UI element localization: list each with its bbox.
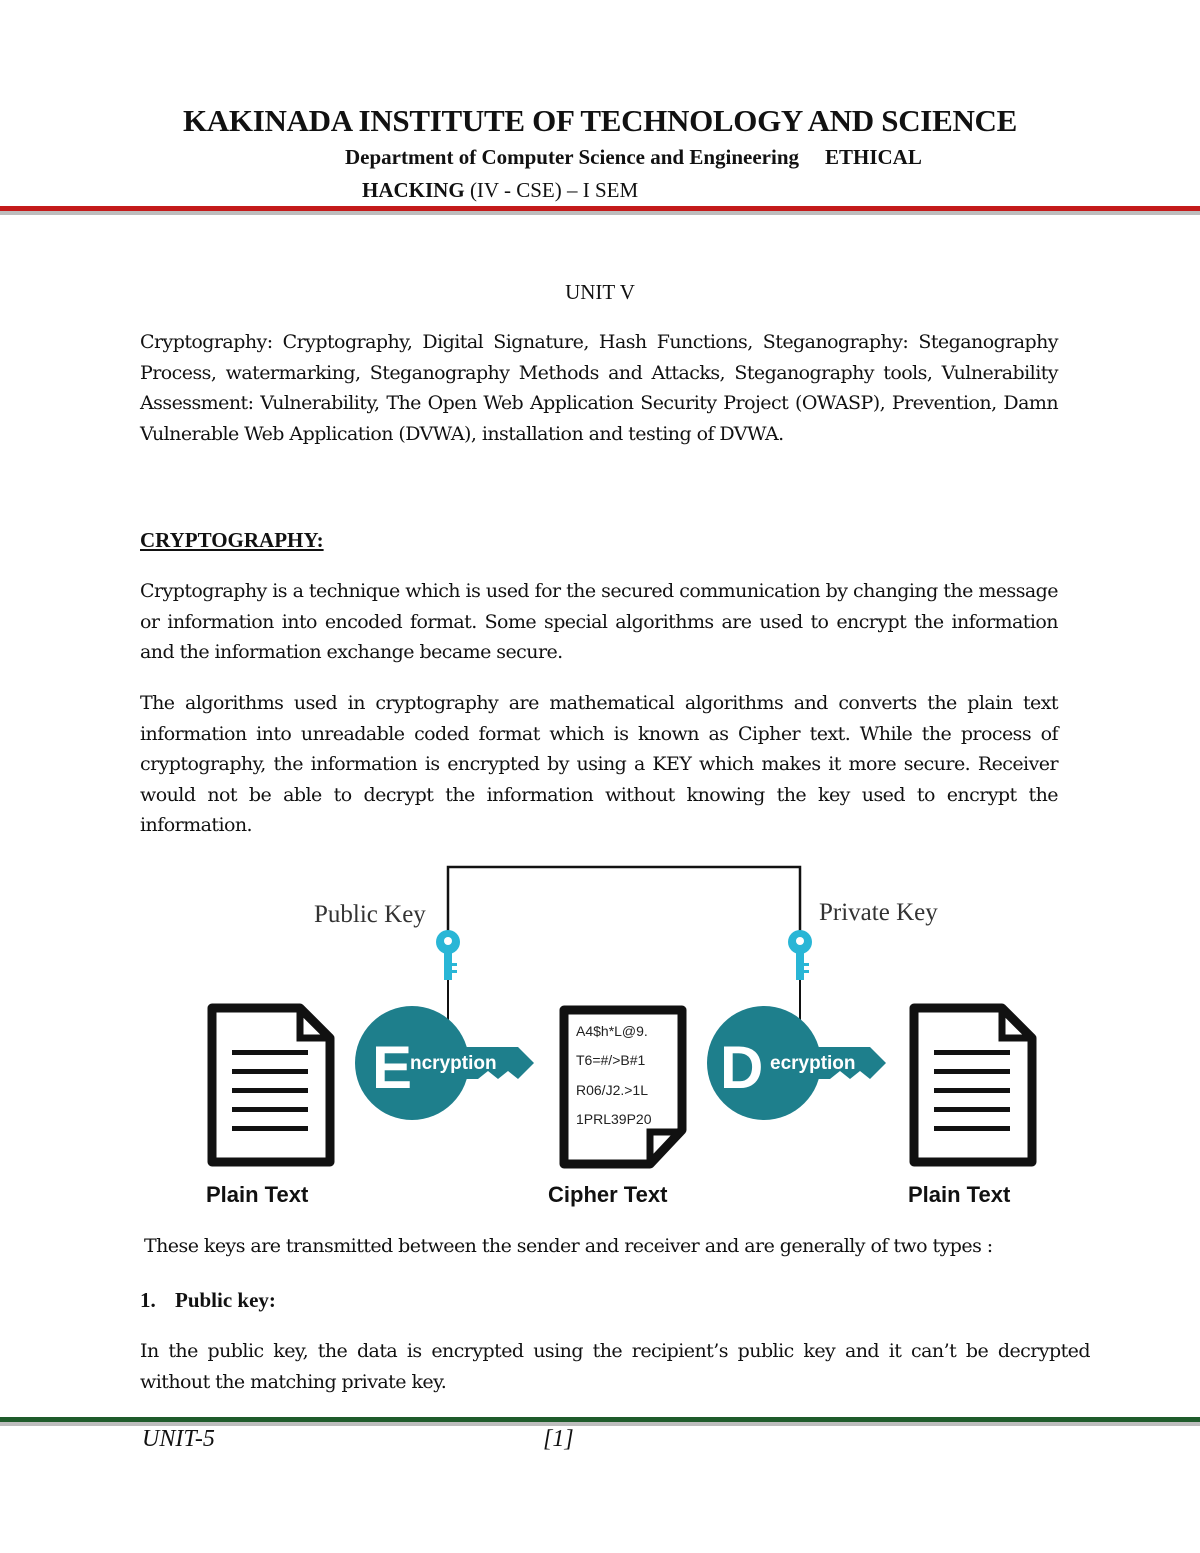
department-name: Department of Computer Science and Engineering <box>345 145 799 169</box>
plain-text-document-left <box>212 1008 330 1162</box>
cipher-line-2: T6=#/>B#1 <box>576 1052 646 1068</box>
decryption-letter: D <box>720 1034 764 1101</box>
public-key-icon <box>436 930 460 980</box>
syllabus-paragraph: Cryptography: Cryptography, Digital Signature, Hash Functions, Steganography: Steganography Process, watermarking, Steganography Methods and Attacks, Steganography tools, Vulnerability Assessment: Vulnerability, The Open Web Application Security Project (OWASP), Prevention, Damn Vulnerable Web Application (DVWA), installation and testing of DVWA. <box>140 331 1058 445</box>
cryptography-paragraph-2: The algorithms used in cryptography are mathematical algorithms and converts the plain text information into unreadable coded format which is known as Cipher text. While the process of cryptography, the information is encrypted by using a KEY which makes it more secure. Receiver would not be able to decrypt the information without knowing the key used to encrypt the information. <box>140 692 1058 836</box>
cryptography-paragraph-1: Cryptography is a technique which is used for the secured communication by changing the message or information into encoded format. Some special algorithms are used to encrypt the information and the information exchange became secure. <box>140 580 1058 663</box>
encryption-diagram <box>190 850 1050 1215</box>
keys-caption: These keys are transmitted between the sender and receiver and are generally of two types : <box>144 1235 993 1257</box>
course-line <box>362 178 638 203</box>
course-detail: (IV - CSE) – I SEM <box>469 178 639 202</box>
key-connector-line <box>448 867 800 936</box>
department-line <box>345 145 922 170</box>
header-rule-grey <box>0 211 1200 215</box>
list-heading <box>140 1288 276 1313</box>
cipher-line-3: R06/J2.>1L <box>576 1082 648 1098</box>
decryption-label: ecryption <box>770 1053 856 1074</box>
unit-title: UNIT V <box>565 280 635 304</box>
plain-text-label-right: Plain Text <box>908 1182 1011 1207</box>
footer-page-number: [1] <box>543 1426 574 1452</box>
course-name: HACKING <box>362 178 465 202</box>
list-number: 1. <box>140 1288 156 1312</box>
plain-text-label-left: Plain Text <box>206 1182 309 1207</box>
cipher-line-1: A4$h*L@9. <box>576 1023 648 1039</box>
cipher-line-4: 1PRL39P20 <box>576 1111 652 1127</box>
list-title: Public key: <box>175 1288 276 1312</box>
private-key-icon <box>788 930 812 980</box>
plain-text-document-right <box>914 1008 1032 1162</box>
section-title: CRYPTOGRAPHY: <box>140 528 324 552</box>
encryption-letter: E <box>372 1034 413 1101</box>
cipher-text-label: Cipher Text <box>548 1182 668 1207</box>
footer-unit: UNIT-5 <box>142 1426 215 1452</box>
encryption-label: ncryption <box>410 1053 497 1074</box>
public-key-paragraph: In the public key, the data is encrypted using the recipient’s public key and it can’t be decrypted without the matching private key. <box>140 1340 1090 1393</box>
public-key-label: Public Key <box>314 901 426 928</box>
institute-name: KAKINADA INSTITUTE OF TECHNOLOGY AND SCIENCE <box>182 103 1018 138</box>
course-tail: ETHICAL <box>825 145 922 169</box>
private-key-label: Private Key <box>819 899 938 926</box>
